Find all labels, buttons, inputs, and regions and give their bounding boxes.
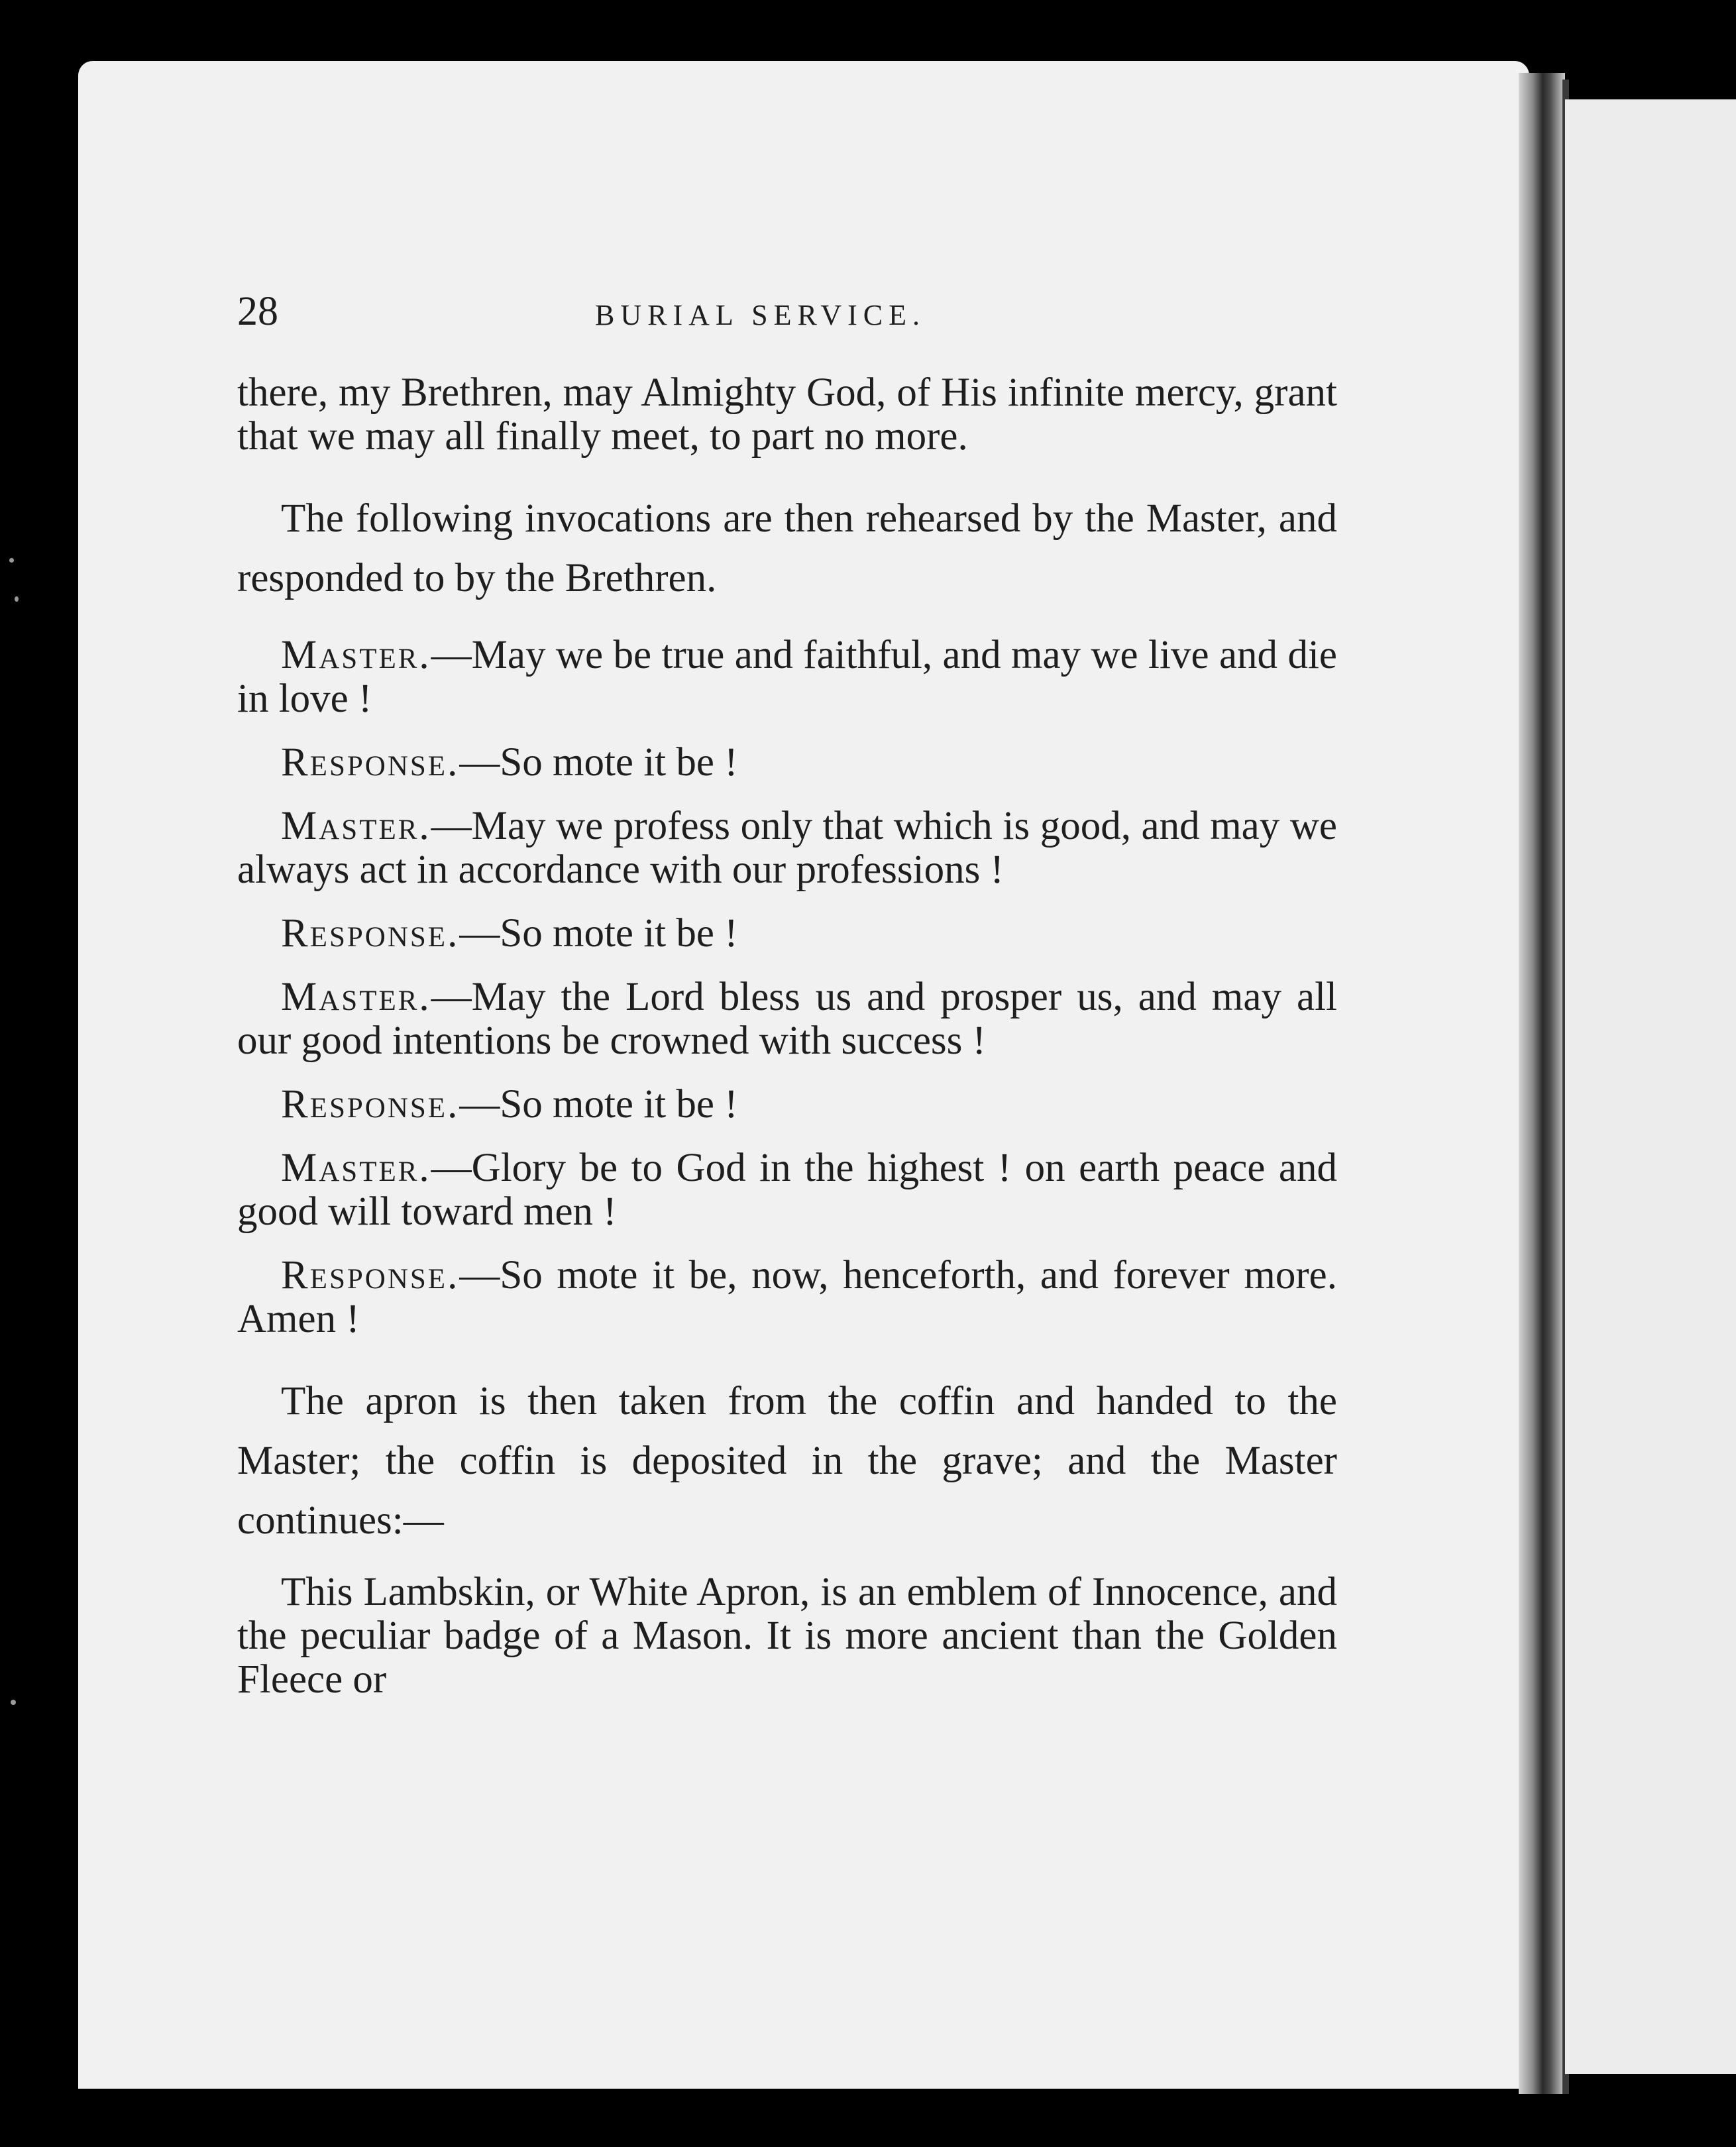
speaker-label: Response. bbox=[281, 740, 460, 785]
page-gutter bbox=[1519, 73, 1565, 2094]
invocation-response-4 bbox=[237, 1254, 1337, 1341]
invocation-text: —May we be true and faithful, and may we live and die in love ! bbox=[237, 633, 1337, 721]
speaker-label: Response. bbox=[281, 1082, 460, 1127]
invocation-master-1 bbox=[237, 633, 1337, 721]
invocation-text: —May we profess only that which is good, and may we always act in accordance with our professions ! bbox=[237, 804, 1337, 892]
continued-paragraph: there, my Brethren, may Almighty God, of His infinite mercy, grant that we may all finally meet, to part no more. bbox=[237, 370, 1337, 459]
speaker-label: Master. bbox=[281, 975, 431, 1019]
invocation-master-4 bbox=[237, 1146, 1337, 1234]
invocation-text: —So mote it be ! bbox=[459, 1082, 738, 1127]
running-head bbox=[237, 285, 1337, 338]
speaker-label: Master. bbox=[281, 633, 431, 677]
page-number: 28 bbox=[237, 289, 278, 334]
speaker-label: Master. bbox=[281, 804, 431, 848]
invocation-text: —Glory be to God in the highest ! on earth peace and good will toward men ! bbox=[237, 1146, 1337, 1234]
lambskin-paragraph: This Lambskin, or White Apron, is an emblem of Innocence, and the peculiar badge of a Mason. It is more ancient than the Golden Fleece or bbox=[237, 1570, 1337, 1702]
rubric-apron: The apron is then taken from the coffin and handed to the Master; the coffin is deposited in the grave; and the Master continues:— bbox=[237, 1379, 1337, 1543]
invocation-response-2 bbox=[237, 912, 1337, 956]
scan-speck bbox=[15, 596, 19, 602]
invocation-master-3 bbox=[237, 975, 1337, 1063]
invocation-master-2 bbox=[237, 804, 1337, 892]
running-title: BURIAL SERVICE. bbox=[595, 299, 926, 331]
invocation-response-1 bbox=[237, 741, 1337, 785]
speaker-label: Response. bbox=[281, 911, 460, 956]
invocation-text: —So mote it be ! bbox=[459, 911, 738, 956]
invocation-response-3 bbox=[237, 1083, 1337, 1127]
rubric-invocations: The following invocations are then rehearsed by the Master, and responded to by the Brethren. bbox=[237, 496, 1337, 600]
facing-page-edge bbox=[1565, 99, 1736, 2074]
speaker-label: Response. bbox=[281, 1253, 460, 1297]
scan-speck bbox=[9, 558, 14, 563]
speaker-label: Master. bbox=[281, 1146, 431, 1190]
page-text bbox=[237, 285, 1337, 1702]
invocation-text: —May the Lord bless us and prosper us, and may all our good intentions be crowned with success ! bbox=[237, 975, 1337, 1063]
invocation-text: —So mote it be ! bbox=[459, 740, 738, 785]
invocation-text: —So mote it be, now, henceforth, and forever more. Amen ! bbox=[237, 1253, 1337, 1341]
scan-speck bbox=[11, 1700, 16, 1705]
